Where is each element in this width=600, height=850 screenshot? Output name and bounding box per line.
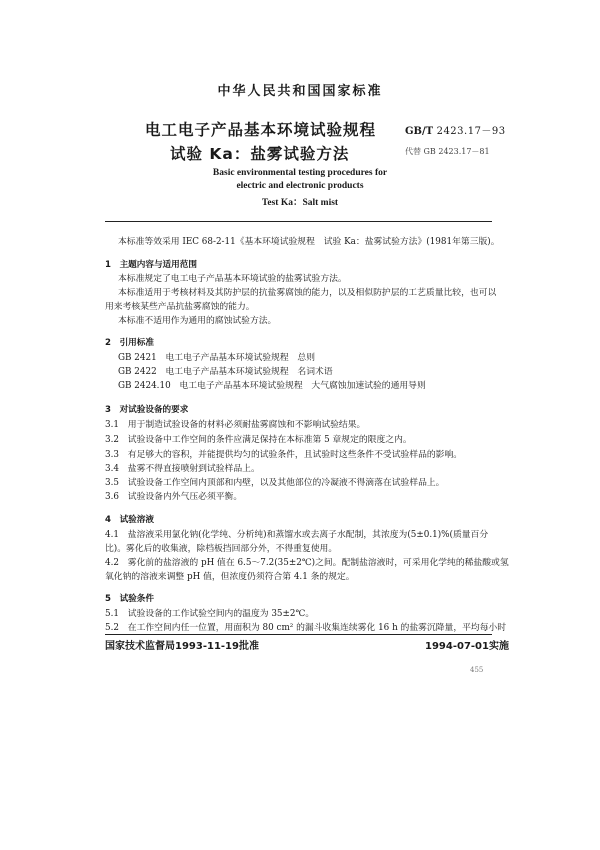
section-heading: 1 主题内容与适用范围 (105, 260, 197, 270)
clause-item: 3.4 盐雾不得直接喷射到试验样品上。 (105, 464, 260, 474)
clause-item: 3.1 用于制造试验设备的材料必须耐盐雾腐蚀和不影响试验结果。 (105, 420, 366, 430)
paragraph-line: 用来考核某些产品抗盐雾腐蚀的能力。 (105, 302, 255, 312)
standard-prefix: GB/T (405, 126, 434, 137)
section-heading: 3 对试验设备的要求 (105, 405, 189, 415)
footer-divider (105, 634, 492, 635)
approval-date: 国家技术监督局1993-11-19批准 (105, 641, 259, 652)
reference-item: GB 2421 电工电子产品基本环境试验规程 总则 (118, 353, 316, 363)
reference-item: GB 2424.10 电工电子产品基本环境试验规程 大气腐蚀加速试验的通用导则 (118, 381, 426, 391)
clause-item: 4.1 盐溶液采用氯化钠(化学纯、分析纯)和蒸馏水或去离子水配制，其浓度为(5±0.1)%(质量百分 (105, 530, 489, 540)
paragraph-line: 本标准不适用作为通用的腐蚀试验方法。 (118, 316, 277, 326)
country-standard-heading: 中华人民共和国国家标准 (217, 84, 383, 99)
standard-code (405, 122, 506, 137)
section-heading: 2 引用标准 (105, 338, 154, 348)
clause-item: 3.6 试验设备内外气压必须平衡。 (105, 492, 243, 502)
clause-item: 比)。雾化后的收集液，除档板挡回部分外，不得重复使用。 (105, 544, 338, 554)
replaces-note: 代替 GB 2423.17－81 (405, 147, 490, 156)
clause-item: 氧化钠的溶液来调整 pH 值，但浓度仍须符合第 4.1 条的规定。 (105, 572, 355, 582)
section-heading: 4 试验溶液 (105, 515, 154, 525)
standard-number: 2423.17－93 (436, 126, 506, 137)
english-title-line: Test Ka：Salt mist (261, 198, 339, 208)
clause-item: 5.2 在工作空间内任一位置，用面积为 80 cm² 的漏斗收集连续雾化 16 h 的盐雾沉降量，平均每小时 (105, 623, 507, 633)
header-divider (105, 221, 492, 222)
clause-item: 4.2 雾化前的盐溶液的 pH 值在 6.5～7.2(35±2℃)之间。配制盐溶液时，可采用化学纯的稀盐酸或氢 (105, 558, 509, 568)
clause-item: 3.5 试验设备工作空间内顶部和内壁，以及其他部位的冷凝液不得滴落在试验样品上。 (105, 478, 445, 488)
implementation-date: 1994-07-01实施 (425, 641, 509, 652)
english-title-line: electric and electronic products (236, 181, 364, 191)
section-heading: 5 试验条件 (105, 594, 154, 604)
clause-item: 3.3 有足够大的容积，并能提供均匀的试验条件，且试验时这些条件不受试验样品的影响。 (105, 450, 463, 460)
standard-title-line1: 电工电子产品基本环境试验规程 (145, 121, 377, 139)
standard-title-line2: 试验 Ka：盐雾试验方法 (170, 145, 350, 163)
page-number: 455 (470, 666, 484, 674)
intro-paragraph: 本标准等效采用 IEC 68-2-11《基本环境试验规程 试验 Ka：盐雾试验方法》(1981年第三版)。 (118, 237, 500, 247)
paragraph-line: 本标准适用于考核材料及其防护层的抗盐雾腐蚀的能力，以及相似防护层的工艺质量比较，也可以 (118, 288, 497, 298)
reference-item: GB 2422 电工电子产品基本环境试验规程 名词术语 (118, 367, 333, 377)
english-title-line: Basic environmental testing procedures for (212, 168, 388, 178)
paragraph-line: 本标准规定了电工电子产品基本环境试验的盐雾试验方法。 (118, 274, 347, 284)
clause-item: 3.2 试验设备中工作空间的条件应满足保持在本标准第 5 章规定的限度之内。 (105, 435, 412, 445)
clause-item: 5.1 试验设备的工作试验空间内的温度为 35±2℃。 (105, 609, 315, 619)
